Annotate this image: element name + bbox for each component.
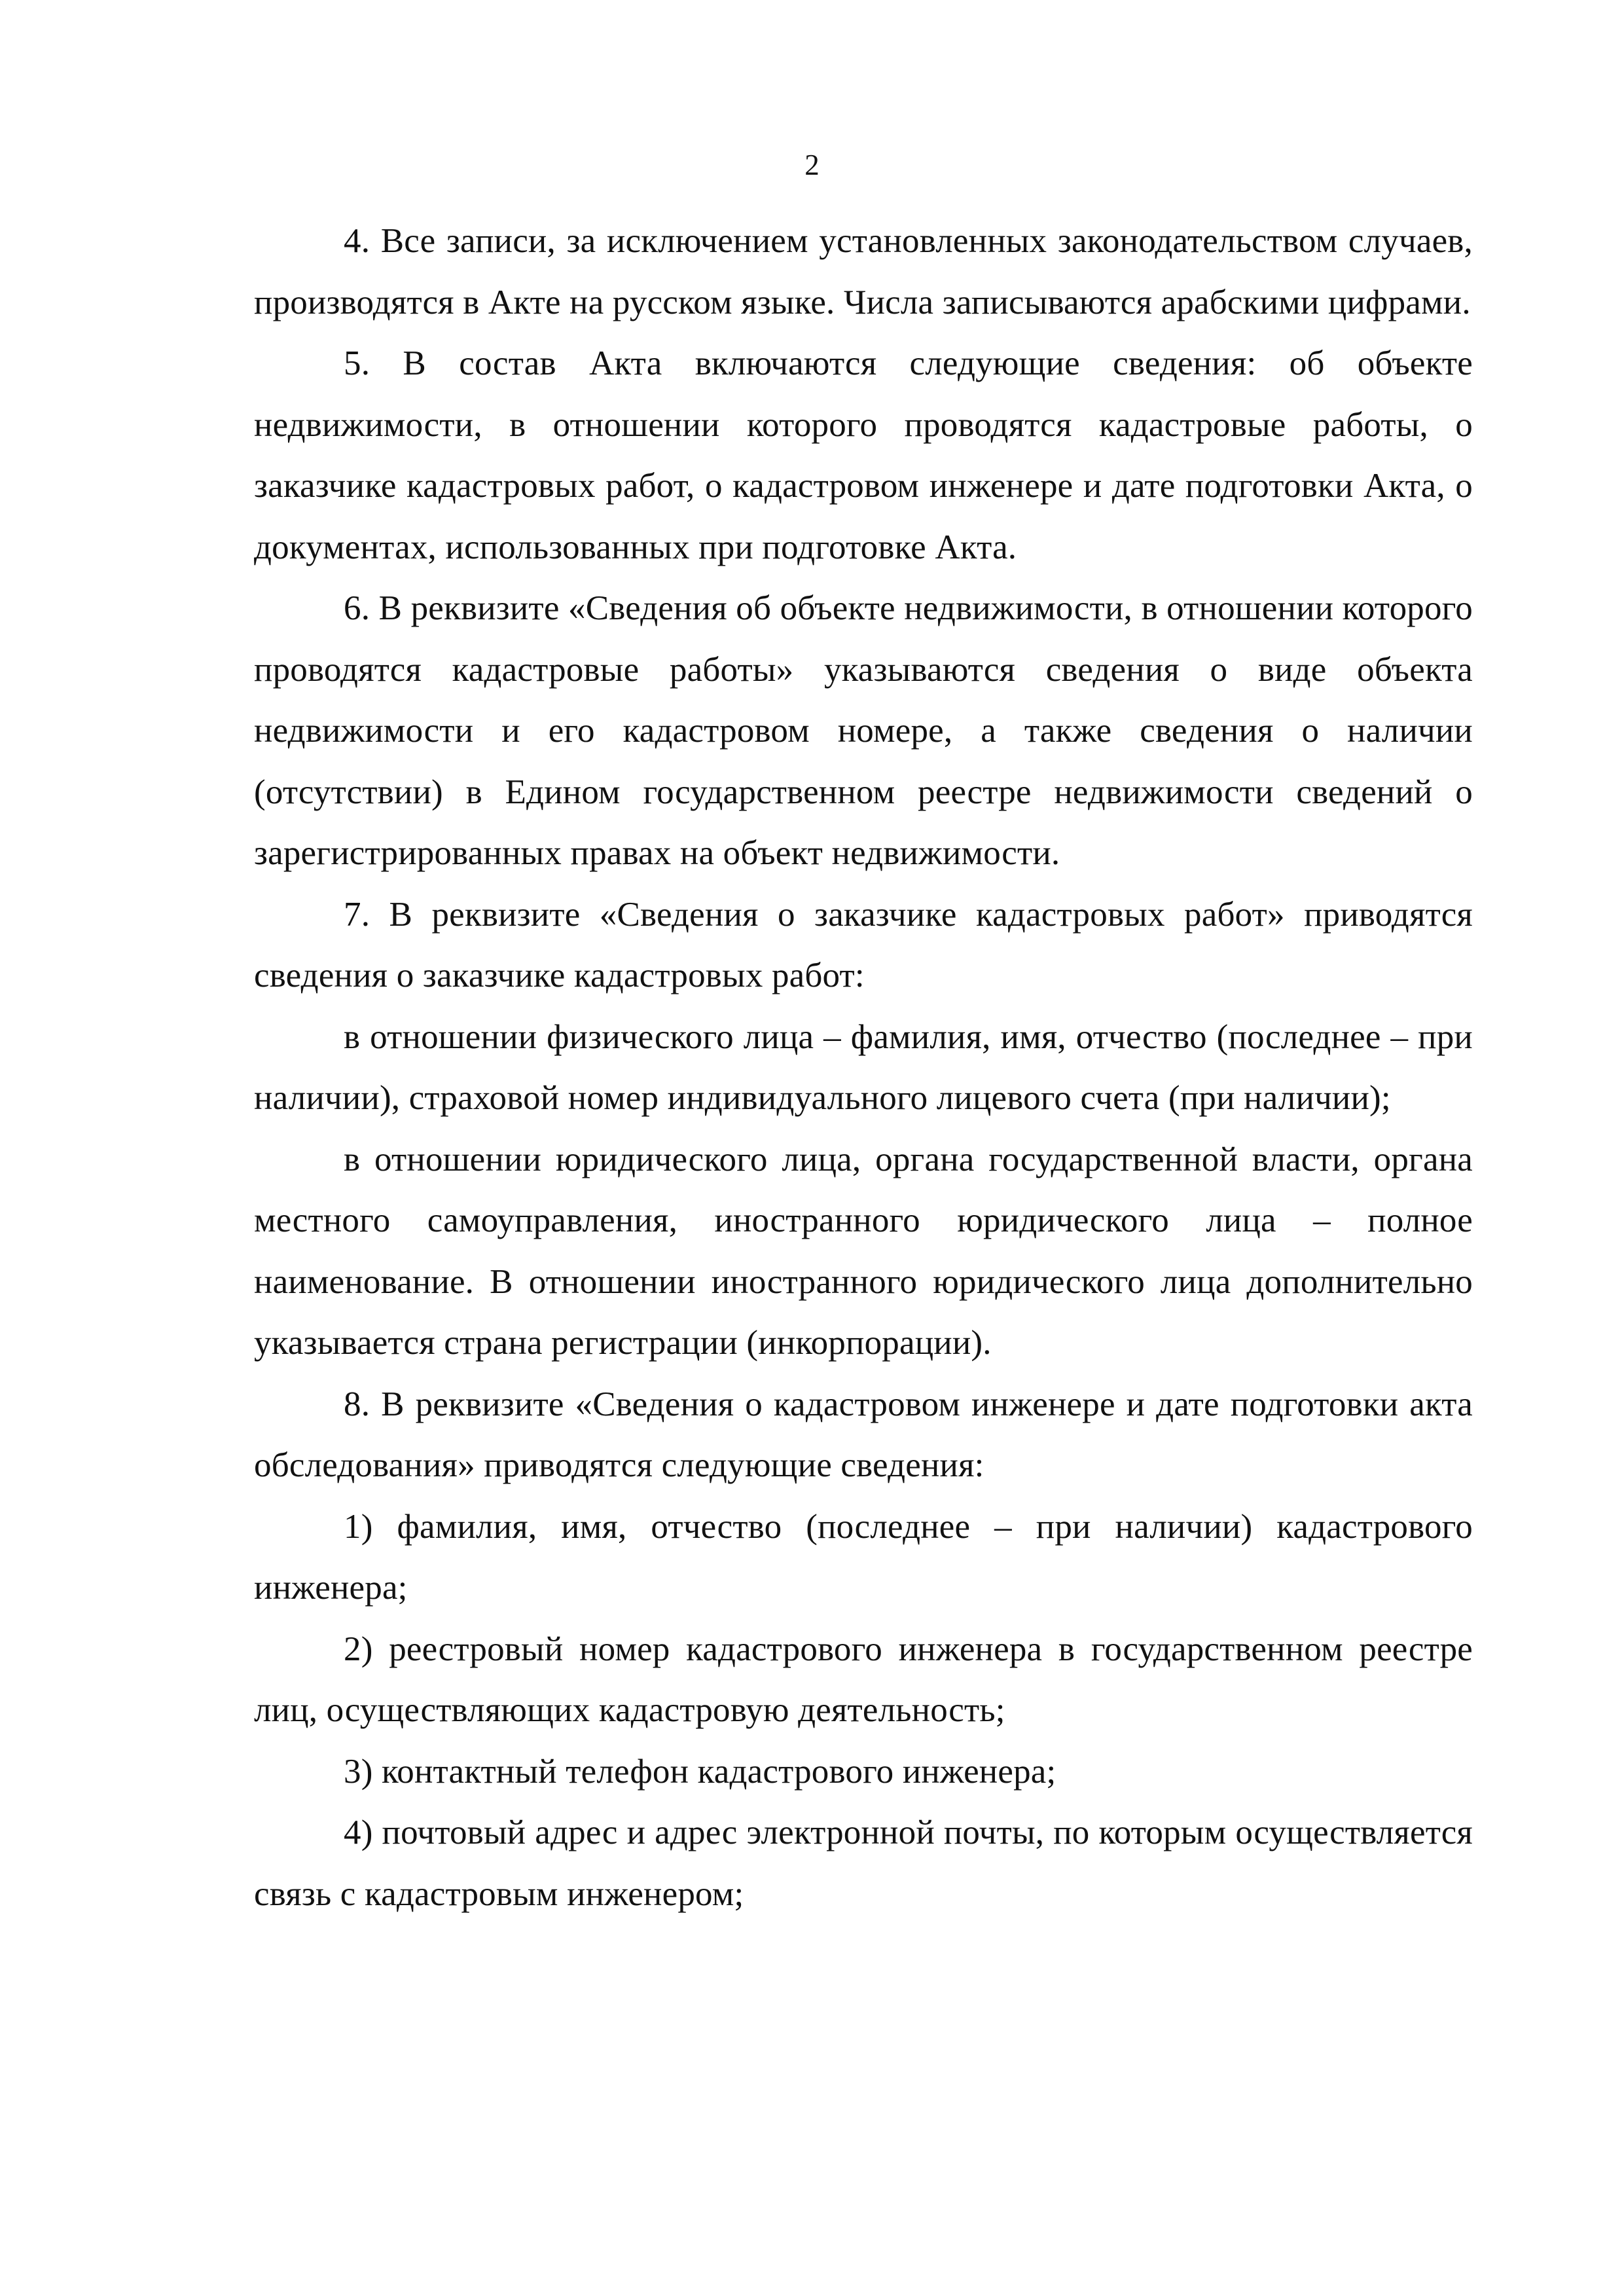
paragraph-7-individual: в отношении физического лица – фамилия, имя, отчество (последнее – при наличии), страховой номер индивидуального лицевого счета (при наличии); — [254, 1017, 1473, 1117]
paragraph-7-legal-entity: в отношении юридического лица, органа государственной власти, органа местного самоуправления, иностранного юридического лица – полное наименование. В отношении иностранного юридического лица дополнительно указывается страна регистрации (инкорпорации). — [254, 1140, 1473, 1362]
page-number: 2 — [804, 149, 820, 181]
paragraph-7: 7. В реквизите «Сведения о заказчике кадастровых работ» приводятся сведения о заказчике кадастровых работ: — [254, 895, 1473, 994]
paragraph-6: 6. В реквизите «Сведения об объекте недвижимости, в отношении которого проводятся кадастровые работы» указываются сведения о виде объекта недвижимости и его кадастровом номере, а также сведения о наличии (отсутствии) в Едином государственном реестре недвижимости сведений о зарегистрированных правах на объект недвижимости. — [254, 589, 1473, 872]
paragraph-8-item-4: 4) почтовый адрес и адрес электронной почты, по которым осуществляется связь с кадастровым инженером; — [254, 1813, 1473, 1913]
paragraph-8-item-1: 1) фамилия, имя, отчество (последнее – при наличии) кадастрового инженера; — [254, 1507, 1473, 1607]
paragraph-8-item-3: 3) контактный телефон кадастрового инженера; — [344, 1752, 1056, 1791]
paragraph-5: 5. В состав Акта включаются следующие сведения: об объекте недвижимости, в отношении которого проводятся кадастровые работы, о заказчике кадастровых работ, о кадастровом инженере и дате подготовки Акта, о документах, использованных при подготовке Акта. — [254, 344, 1473, 566]
paragraph-8: 8. В реквизите «Сведения о кадастровом инженере и дате подготовки акта обследования» приводятся следующие сведения: — [254, 1385, 1473, 1484]
paragraph-8-item-2: 2) реестровый номер кадастрового инженера в государственном реестре лиц, осуществляющих кадастровую деятельность; — [254, 1630, 1473, 1729]
paragraph-4: 4. Все записи, за исключением установленных законодательством случаев, производятся в Акте на русском языке. Числа записываются арабскими цифрами. — [254, 222, 1473, 321]
document-body — [254, 211, 1473, 1925]
